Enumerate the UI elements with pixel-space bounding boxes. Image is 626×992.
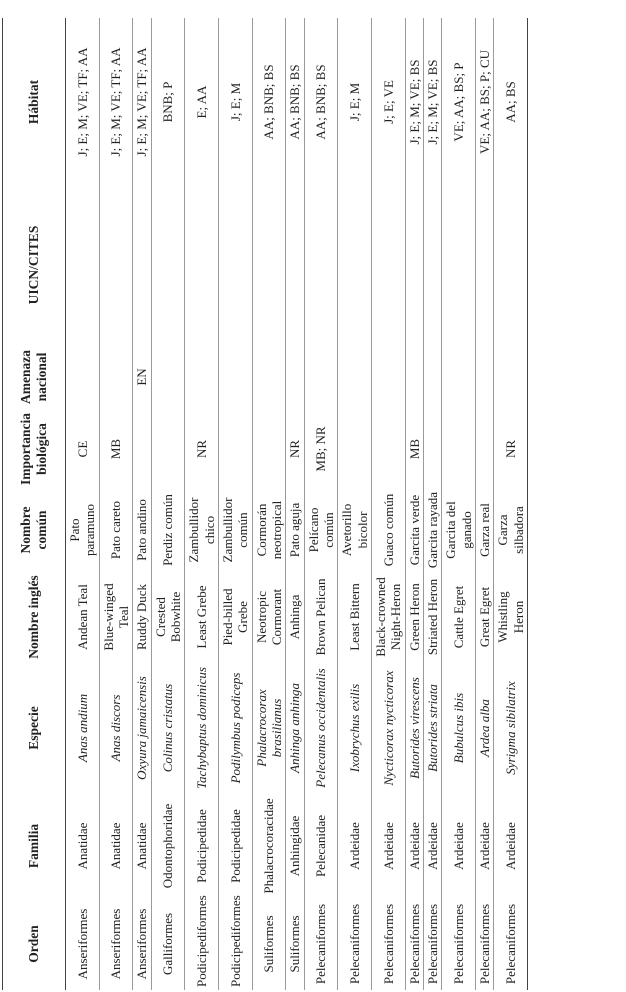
table-row	[304, 18, 338, 990]
uicn-cites-cell	[185, 186, 219, 344]
importancia-cell	[338, 410, 372, 488]
table-row	[218, 18, 252, 990]
habitat-cell: VE; AA; BS; P; CU	[475, 18, 493, 186]
nombre-comun-cell: Cormorán neotropical	[252, 488, 286, 572]
importancia-cell: NR	[494, 410, 528, 488]
uicn-cites-cell	[218, 186, 252, 344]
habitat-cell: J; E; M	[218, 18, 252, 186]
habitat-cell: BNB; P	[151, 18, 185, 186]
familia-cell: Anatidae	[99, 794, 133, 898]
header-row	[3, 18, 66, 990]
nombre-comun-cell: Zambullidor común	[218, 488, 252, 572]
uicn-cites-cell	[66, 186, 100, 344]
nombre-ingles-cell: Great Egret	[475, 572, 493, 662]
table-row	[442, 18, 476, 990]
habitat-cell: AA; BNB; BS	[252, 18, 286, 186]
header-familia: Familia	[3, 794, 66, 898]
header-nombre-comun: Nombre común	[3, 488, 66, 572]
table-row	[494, 18, 528, 990]
orden-cell: Anseriformes	[66, 898, 100, 990]
habitat-cell: VE; AA; BS; P	[442, 18, 476, 186]
especie-cell: Anhinga anhinga	[286, 662, 304, 794]
especie-cell: Pelecanus occidentalis	[304, 662, 338, 794]
uicn-cites-cell	[475, 186, 493, 344]
importancia-cell	[133, 410, 151, 488]
nombre-ingles-cell: Blue-winged Teal	[99, 572, 133, 662]
amenaza-cell	[151, 344, 185, 410]
especie-cell: Syrigma sibilatrix	[494, 662, 528, 794]
importancia-cell	[475, 410, 493, 488]
nombre-ingles-cell: Ruddy Duck	[133, 572, 151, 662]
nombre-comun-cell: Pato aguja	[286, 488, 304, 572]
nombre-comun-cell: Garcita rayada	[423, 488, 441, 572]
nombre-ingles-cell: Neotropic Cormorant	[252, 572, 286, 662]
amenaza-cell	[185, 344, 219, 410]
familia-cell: Odontophoridae	[151, 794, 185, 898]
familia-cell: Ardeidae	[475, 794, 493, 898]
amenaza-cell	[66, 344, 100, 410]
header-orden: Orden	[3, 898, 66, 990]
nombre-comun-cell: Pato careto	[99, 488, 133, 572]
especie-cell: Anas andium	[66, 662, 100, 794]
header-importancia: Importancia biológica	[3, 410, 66, 488]
importancia-cell: MB; NR	[304, 410, 338, 488]
uicn-cites-cell	[99, 186, 133, 344]
nombre-ingles-cell: Whistling Heron	[494, 572, 528, 662]
header-especie: Especie	[3, 662, 66, 794]
nombre-ingles-cell: Pied-billed Grebe	[218, 572, 252, 662]
amenaza-cell	[405, 344, 423, 410]
especie-cell: Nycticorax nycticorax	[371, 662, 405, 794]
habitat-cell: AA; BS	[494, 18, 528, 186]
orden-cell: Podicipediformes	[218, 898, 252, 990]
orden-cell: Pelecaniformes	[405, 898, 423, 990]
familia-cell: Ardeidae	[338, 794, 372, 898]
amenaza-cell	[218, 344, 252, 410]
orden-cell: Suliformes	[252, 898, 286, 990]
importancia-cell: NR	[185, 410, 219, 488]
habitat-cell: AA; BNB; BS	[304, 18, 338, 186]
uicn-cites-cell	[286, 186, 304, 344]
uicn-cites-cell	[133, 186, 151, 344]
orden-cell: Pelecaniformes	[494, 898, 528, 990]
nombre-comun-cell: Garcita del ganado	[442, 488, 476, 572]
table-row	[475, 18, 493, 990]
orden-cell: Pelecaniformes	[338, 898, 372, 990]
amenaza-cell	[475, 344, 493, 410]
nombre-comun-cell: Zambullidor chico	[185, 488, 219, 572]
nombre-comun-cell: Avetorillo bicolor	[338, 488, 372, 572]
familia-cell: Phalacrocoracidae	[252, 794, 286, 898]
table-row	[405, 18, 423, 990]
table-row	[185, 18, 219, 990]
importancia-cell: CE	[66, 410, 100, 488]
nombre-comun-cell: Garcita verde	[405, 488, 423, 572]
familia-cell: Anhingidae	[286, 794, 304, 898]
habitat-cell: AA; BNB; BS	[286, 18, 304, 186]
orden-cell: Pelecaniformes	[304, 898, 338, 990]
familia-cell: Ardeidae	[371, 794, 405, 898]
species-table	[2, 18, 528, 990]
header-nombre-ingles: Nombre inglés	[3, 572, 66, 662]
familia-cell: Ardeidae	[405, 794, 423, 898]
orden-cell: Anseriformes	[99, 898, 133, 990]
nombre-comun-cell: Guaco común	[371, 488, 405, 572]
table-row	[423, 18, 441, 990]
table-row	[286, 18, 304, 990]
table-row	[99, 18, 133, 990]
nombre-comun-cell: Pelícano común	[304, 488, 338, 572]
importancia-cell	[151, 410, 185, 488]
amenaza-cell	[338, 344, 372, 410]
amenaza-cell	[423, 344, 441, 410]
header-habitat: Hábitat	[3, 18, 66, 186]
familia-cell: Anatidae	[66, 794, 100, 898]
amenaza-cell	[442, 344, 476, 410]
orden-cell: Suliformes	[286, 898, 304, 990]
table-row	[338, 18, 372, 990]
familia-cell: Podicipedidae	[218, 794, 252, 898]
uicn-cites-cell	[371, 186, 405, 344]
header-amenaza: Amenaza nacional	[3, 344, 66, 410]
amenaza-cell	[99, 344, 133, 410]
especie-cell: Ixobrychus exilis	[338, 662, 372, 794]
uicn-cites-cell	[442, 186, 476, 344]
nombre-comun-cell: Garza silbadora	[494, 488, 528, 572]
nombre-ingles-cell: Least Bittern	[338, 572, 372, 662]
uicn-cites-cell	[304, 186, 338, 344]
table-row	[151, 18, 185, 990]
table-row	[66, 18, 100, 990]
nombre-ingles-cell: Crested Bobwhite	[151, 572, 185, 662]
habitat-cell: J; E; M; VE; TF; AA	[99, 18, 133, 186]
amenaza-cell	[286, 344, 304, 410]
header-uicn-cites: UICN/CITES	[3, 186, 66, 344]
uicn-cites-cell	[252, 186, 286, 344]
uicn-cites-cell	[405, 186, 423, 344]
familia-cell: Ardeidae	[442, 794, 476, 898]
especie-cell: Colinus cristatus	[151, 662, 185, 794]
especie-cell: Podilymbus podiceps	[218, 662, 252, 794]
nombre-ingles-cell: Cattle Egret	[442, 572, 476, 662]
nombre-comun-cell: Pato andino	[133, 488, 151, 572]
uicn-cites-cell	[151, 186, 185, 344]
importancia-cell: MB	[405, 410, 423, 488]
orden-cell: Anseriformes	[133, 898, 151, 990]
especie-cell: Anas discors	[99, 662, 133, 794]
nombre-ingles-cell: Anhinga	[286, 572, 304, 662]
table-row	[133, 18, 151, 990]
orden-cell: Galliformes	[151, 898, 185, 990]
habitat-cell: J; E; M; VE; BS	[405, 18, 423, 186]
especie-cell: Butorides striata	[423, 662, 441, 794]
nombre-comun-cell: Pato paramuno	[66, 488, 100, 572]
orden-cell: Pelecaniformes	[371, 898, 405, 990]
familia-cell: Pelecanidae	[304, 794, 338, 898]
orden-cell: Pelecaniformes	[442, 898, 476, 990]
importancia-cell: MB	[99, 410, 133, 488]
table-row	[252, 18, 286, 990]
familia-cell: Ardeidae	[423, 794, 441, 898]
familia-cell: Podicipedidae	[185, 794, 219, 898]
importancia-cell	[423, 410, 441, 488]
nombre-ingles-cell: Brown Pelican	[304, 572, 338, 662]
orden-cell: Podicipediformes	[185, 898, 219, 990]
amenaza-cell	[304, 344, 338, 410]
amenaza-cell	[252, 344, 286, 410]
uicn-cites-cell	[494, 186, 528, 344]
habitat-cell: J; E; M	[338, 18, 372, 186]
especie-cell: Tachybaptus dominicus	[185, 662, 219, 794]
orden-cell: Pelecaniformes	[475, 898, 493, 990]
familia-cell: Ardeidae	[494, 794, 528, 898]
habitat-cell: E; AA	[185, 18, 219, 186]
amenaza-cell	[371, 344, 405, 410]
especie-cell: Phalacrocorax brasilianus	[252, 662, 286, 794]
especie-cell: Oxyura jamaicensis	[133, 662, 151, 794]
nombre-comun-cell: Garza real	[475, 488, 493, 572]
uicn-cites-cell	[423, 186, 441, 344]
importancia-cell	[252, 410, 286, 488]
importancia-cell	[371, 410, 405, 488]
amenaza-cell	[494, 344, 528, 410]
uicn-cites-cell	[338, 186, 372, 344]
orden-cell: Pelecaniformes	[423, 898, 441, 990]
familia-cell: Anatidae	[133, 794, 151, 898]
table-body	[66, 18, 528, 990]
especie-cell: Ardea alba	[475, 662, 493, 794]
importancia-cell	[442, 410, 476, 488]
amenaza-cell: EN	[133, 344, 151, 410]
nombre-ingles-cell: Andean Teal	[66, 572, 100, 662]
nombre-ingles-cell: Least Grebe	[185, 572, 219, 662]
habitat-cell: J; E; M; VE; TF; AA	[66, 18, 100, 186]
habitat-cell: J; E; M; VE; TF; AA	[133, 18, 151, 186]
nombre-ingles-cell: Black-crowned Night-Heron	[371, 572, 405, 662]
habitat-cell: J; E; VE	[371, 18, 405, 186]
habitat-cell: J; E; M; VE; BS	[423, 18, 441, 186]
especie-cell: Butorides virescens	[405, 662, 423, 794]
nombre-ingles-cell: Green Heron	[405, 572, 423, 662]
rotated-table-container	[2, 18, 612, 990]
table-header	[3, 18, 66, 990]
table-row	[371, 18, 405, 990]
nombre-comun-cell: Perdiz común	[151, 488, 185, 572]
importancia-cell: NR	[286, 410, 304, 488]
especie-cell: Bubulcus ibis	[442, 662, 476, 794]
importancia-cell	[218, 410, 252, 488]
nombre-ingles-cell: Striated Heron	[423, 572, 441, 662]
